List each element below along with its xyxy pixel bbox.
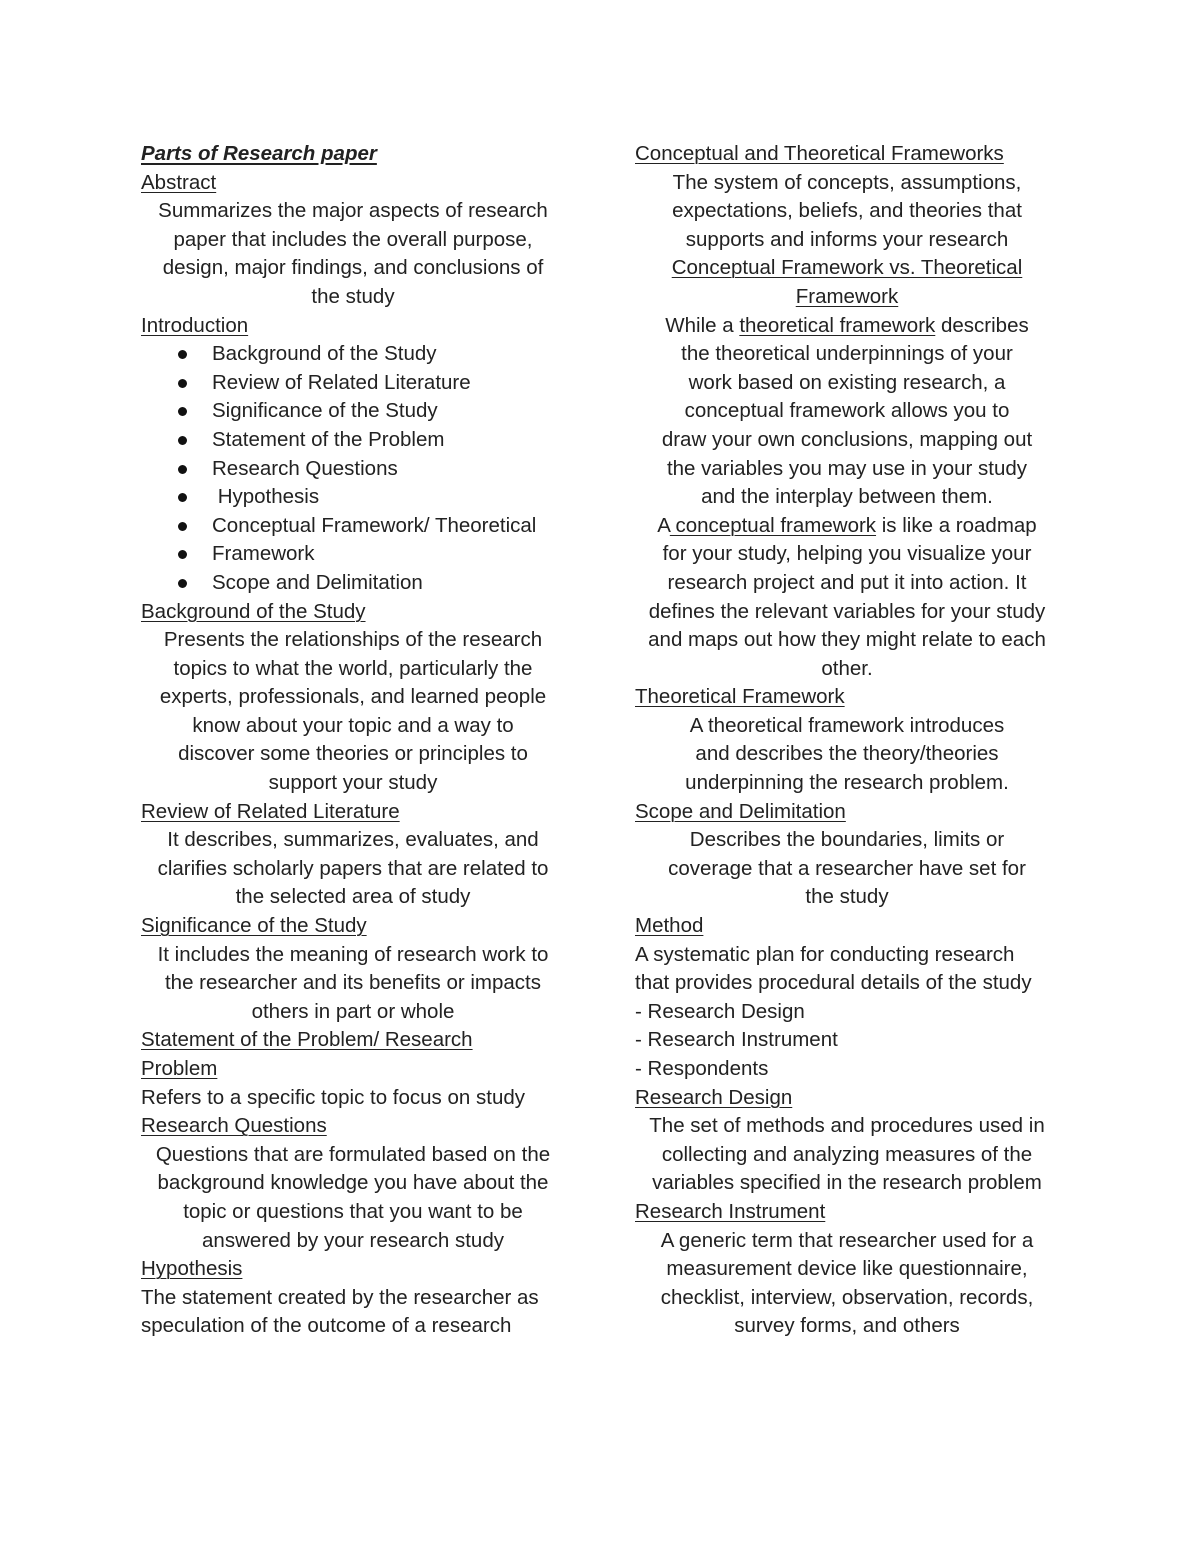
statement-heading: Statement of the Problem/ Research <box>141 1028 473 1052</box>
abstract-text-line: design, major findings, and conclusions of <box>162 256 544 280</box>
list-item-text: Significance of the Study <box>212 399 438 423</box>
framework-vs-text-line: defines the relevant variables for your study <box>648 599 1046 623</box>
significance-text-line: others in part or whole <box>251 999 455 1023</box>
list-item-text: Background of the Study <box>212 342 437 366</box>
method-text-line: - Research Instrument <box>635 1028 838 1052</box>
list-item-text: Statement of the Problem <box>212 427 445 451</box>
abstract-text-line: the study <box>311 284 395 308</box>
left-column <box>141 140 565 1341</box>
text-span: While a <box>665 313 740 337</box>
list-item-text: Conceptual Framework/ Theoretical <box>212 513 537 537</box>
background-text-line: experts, professionals, and learned people <box>159 685 547 709</box>
research-questions-text-line: answered by your research study <box>202 1228 504 1252</box>
research-instrument-text-line: survey forms, and others <box>734 1314 960 1338</box>
framework-vs-text-line: draw your own conclusions, mapping out <box>661 427 1033 451</box>
framework-vs-heading: Conceptual Framework vs. Theoretical <box>671 256 1023 280</box>
theoretical-framework-heading: Theoretical Framework <box>635 685 845 709</box>
scope-heading: Scope and Delimitation <box>635 799 846 823</box>
bullet-icon <box>178 436 187 445</box>
frameworks-heading: Conceptual and Theoretical Frameworks <box>635 142 1004 165</box>
framework-vs-text-line <box>635 512 1059 541</box>
statement-heading: Problem <box>141 1057 218 1080</box>
research-design-heading: Research Design <box>635 1085 793 1109</box>
framework-vs-text-line: the variables you may use in your study <box>666 456 1028 480</box>
abstract-text-line: Summarizes the major aspects of research <box>158 199 548 223</box>
theoretical-framework-link: theoretical framework <box>739 313 936 337</box>
rrl-heading: Review of Related Literature <box>141 799 400 823</box>
scope-text-line: Describes the boundaries, limits or <box>689 828 1005 852</box>
theoretical-framework-text-line: underpinning the research problem. <box>685 771 1009 795</box>
list-item <box>141 512 565 541</box>
significance-text-line: the researcher and its benefits or impacts <box>164 971 542 995</box>
background-text-line: support your study <box>268 771 438 795</box>
frameworks-text-line: The system of concepts, assumptions, <box>672 170 1022 194</box>
list-item <box>141 426 565 455</box>
scope-text-line: the study <box>805 885 889 909</box>
list-item-text: Scope and Delimitation <box>212 570 423 594</box>
list-item <box>141 569 565 598</box>
rrl-text-line: It describes, summarizes, evaluates, and <box>167 828 539 852</box>
frameworks-text-line: expectations, beliefs, and theories that <box>672 199 1022 223</box>
method-text-line: - Research Design <box>635 999 805 1023</box>
scope-text-line: coverage that a researcher have set for <box>668 856 1026 880</box>
conceptual-framework-link: conceptual framework <box>669 513 877 537</box>
text-span: is like a roadmap <box>876 513 1037 537</box>
research-questions-text-line: background knowledge you have about the <box>157 1171 549 1195</box>
rrl-text-line: clarifies scholarly papers that are related to <box>157 856 549 880</box>
research-design-text-line: variables specified in the research problem <box>652 1171 1042 1195</box>
research-instrument-heading: Research Instrument <box>635 1199 826 1223</box>
document-title: Parts of Research paper <box>141 142 377 165</box>
rrl-text-line: the selected area of study <box>235 885 471 909</box>
research-questions-text-line: Questions that are formulated based on the <box>155 1142 551 1166</box>
background-heading: Background of the Study <box>141 599 366 623</box>
method-text-line: that provides procedural details of the study <box>635 971 1032 995</box>
research-instrument-text-line: measurement device like questionnaire, <box>666 1257 1028 1281</box>
list-item <box>141 369 565 398</box>
statement-text: Refers to a specific topic to focus on study <box>141 1085 525 1109</box>
bullet-icon <box>178 493 187 502</box>
method-text-line: A systematic plan for conducting research <box>635 942 1015 966</box>
framework-vs-text-line: research project and put it into action. It <box>667 570 1027 594</box>
list-item <box>141 540 565 569</box>
bullet-icon <box>178 579 187 588</box>
abstract-text-line: paper that includes the overall purpose, <box>173 227 533 251</box>
list-item-text: Review of Related Literature <box>212 370 471 394</box>
list-item <box>141 455 565 484</box>
framework-vs-text-line <box>635 312 1059 341</box>
list-item-text: Hypothesis <box>212 485 320 509</box>
background-text-line: discover some theories or principles to <box>178 742 528 766</box>
significance-heading: Significance of the Study <box>141 914 367 938</box>
text-span: A <box>657 513 670 537</box>
theoretical-framework-text-line: and describes the theory/theories <box>695 742 999 766</box>
background-text-line: know about your topic and a way to <box>192 713 514 737</box>
framework-vs-text-line: conceptual framework allows you to <box>684 399 1010 423</box>
framework-vs-text-line: for your study, helping you visualize your <box>662 542 1032 566</box>
bullet-icon <box>178 522 187 531</box>
list-item <box>141 397 565 426</box>
list-item-text: Research Questions <box>212 456 398 480</box>
method-heading: Method <box>635 914 704 938</box>
hypothesis-text-line: speculation of the outcome of a research <box>141 1314 512 1338</box>
list-item <box>141 340 565 369</box>
background-text-line: Presents the relationships of the research <box>163 628 543 652</box>
method-text-line: - Respondents <box>635 1057 769 1080</box>
frameworks-text-line: supports and informs your research <box>685 227 1009 251</box>
list-item-text: Framework <box>212 542 315 566</box>
research-design-text-line: collecting and analyzing measures of the <box>661 1142 1033 1166</box>
research-questions-text-line: topic or questions that you want to be <box>183 1199 523 1223</box>
list-item <box>141 483 565 512</box>
right-column <box>635 140 1059 1341</box>
research-instrument-text-line: checklist, interview, observation, records, <box>660 1285 1034 1309</box>
text-span: describes <box>935 313 1029 337</box>
framework-vs-text-line: other. <box>821 656 873 680</box>
significance-text-line: It includes the meaning of research work to <box>157 942 549 966</box>
framework-vs-heading: Framework <box>795 284 899 308</box>
research-design-text-line: The set of methods and procedures used in <box>649 1114 1045 1138</box>
theoretical-framework-text-line: A theoretical framework introduces <box>689 713 1005 737</box>
bullet-icon <box>178 379 187 388</box>
bullet-icon <box>178 407 187 416</box>
framework-vs-text-line: and maps out how they might relate to each <box>648 628 1046 652</box>
hypothesis-heading: Hypothesis <box>141 1257 243 1281</box>
framework-vs-text-line: work based on existing research, a <box>688 370 1006 394</box>
bullet-icon <box>178 465 187 474</box>
bullet-icon <box>178 350 187 359</box>
framework-vs-text-line: the theoretical underpinnings of your <box>681 342 1013 366</box>
abstract-heading: Abstract <box>141 170 217 194</box>
research-instrument-text-line: A generic term that researcher used for a <box>660 1228 1034 1252</box>
introduction-list <box>141 340 565 597</box>
introduction-heading: Introduction <box>141 313 249 337</box>
research-questions-heading: Research Questions <box>141 1114 327 1138</box>
bullet-icon <box>178 550 187 559</box>
background-text-line: topics to what the world, particularly the <box>173 656 533 680</box>
framework-vs-text-line: and the interplay between them. <box>701 485 993 509</box>
hypothesis-text-line: The statement created by the researcher as <box>141 1285 539 1309</box>
